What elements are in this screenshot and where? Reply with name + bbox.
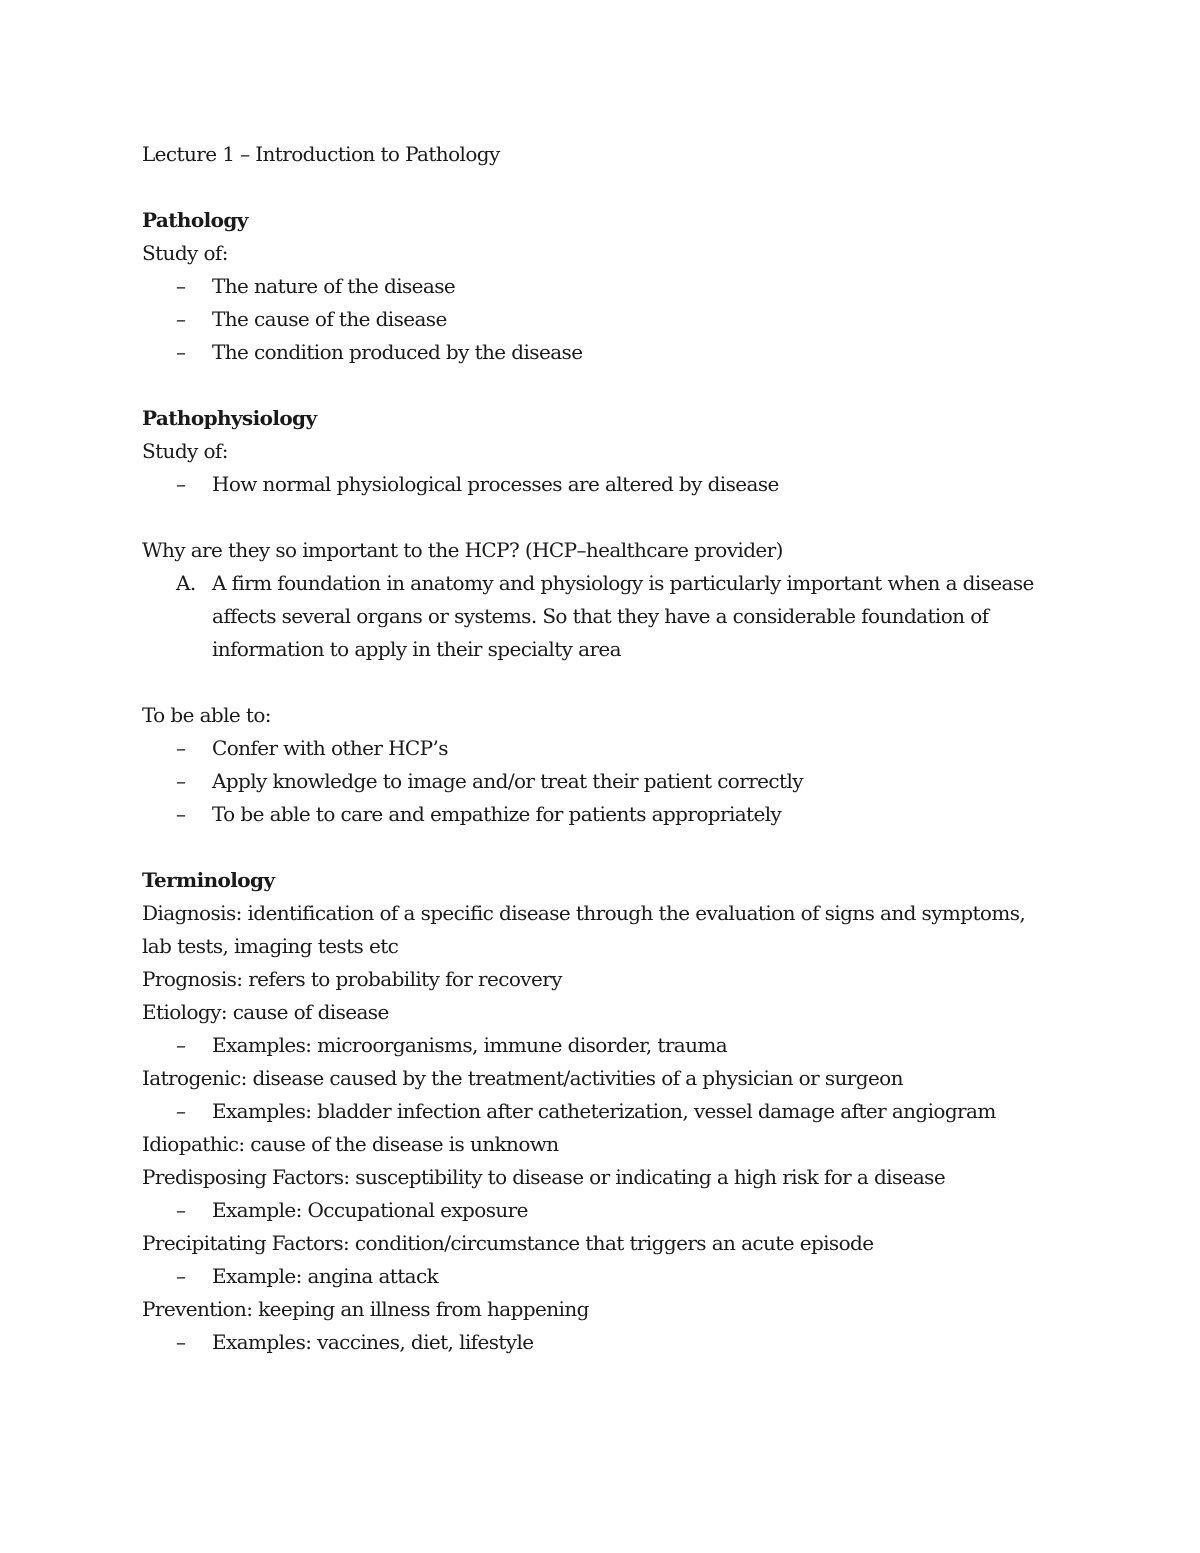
spacer [142, 171, 1062, 204]
list-item-text: Examples: vaccines, diet, lifestyle [212, 1330, 534, 1354]
list-item-text: Examples: bladder infection after catheterization, vessel damage after angiogram [212, 1099, 996, 1123]
dash-bullet: – [176, 340, 186, 364]
answer-line: A firm foundation in anatomy and physiology is particularly important when a disease [212, 571, 1034, 595]
list-item [142, 732, 1062, 765]
term-diagnosis: Diagnosis: identification of a specific disease through the evaluation of signs and symptoms, [142, 901, 1026, 925]
list-item-text: Apply knowledge to image and/or treat their patient correctly [212, 769, 803, 793]
pathophysiology-intro: Study of: [142, 439, 228, 463]
term-predisposing: Predisposing Factors: susceptibility to disease or indicating a high risk for a disease [142, 1165, 946, 1189]
term-precipitating: Precipitating Factors: condition/circumstance that triggers an acute episode [142, 1231, 874, 1255]
list-item-text: The condition produced by the disease [212, 340, 583, 364]
dash-bullet: – [176, 274, 186, 298]
term-idiopathic: Idiopathic: cause of the disease is unknown [142, 1132, 559, 1156]
list-item-text: To be able to care and empathize for patients appropriately [212, 802, 782, 826]
document-title: Lecture 1 – Introduction to Pathology [142, 142, 500, 166]
list-item [142, 1029, 1062, 1062]
term-diagnosis-cont: lab tests, imaging tests etc [142, 934, 399, 958]
list-item [142, 765, 1062, 798]
spacer [142, 501, 1062, 534]
list-item [142, 798, 1062, 831]
letter-marker: A. [176, 571, 196, 595]
dash-bullet: – [176, 1264, 186, 1288]
list-item-text: Examples: microorganisms, immune disorder, trauma [212, 1033, 728, 1057]
dash-bullet: – [176, 802, 186, 826]
list-item-text: The nature of the disease [212, 274, 456, 298]
importance-question: Why are they so important to the HCP? (HCP–healthcare provider) [142, 538, 783, 562]
answer-line: affects several organs or systems. So that they have a considerable foundation of [212, 604, 989, 628]
term-iatrogenic: Iatrogenic: disease caused by the treatment/activities of a physician or surgeon [142, 1066, 903, 1090]
dash-bullet: – [176, 472, 186, 496]
dash-bullet: – [176, 736, 186, 760]
dash-bullet: – [176, 769, 186, 793]
list-item-text: Example: Occupational exposure [212, 1198, 528, 1222]
list-item [142, 1194, 1062, 1227]
dash-bullet: – [176, 1099, 186, 1123]
pathology-intro: Study of: [142, 241, 228, 265]
dash-bullet: – [176, 307, 186, 331]
pathophysiology-heading: Pathophysiology [142, 406, 317, 430]
list-item [142, 1326, 1062, 1359]
list-item-text: How normal physiological processes are altered by disease [212, 472, 779, 496]
spacer [142, 831, 1062, 864]
spacer [142, 369, 1062, 402]
term-prognosis: Prognosis: refers to probability for recovery [142, 967, 562, 991]
answer-line: information to apply in their specialty area [212, 637, 621, 661]
list-item [142, 336, 1062, 369]
term-etiology: Etiology: cause of disease [142, 1000, 389, 1024]
dash-bullet: – [176, 1198, 186, 1222]
document-page [142, 138, 1062, 1359]
lettered-list-item [142, 567, 1062, 666]
list-item [142, 270, 1062, 303]
pathology-heading: Pathology [142, 208, 248, 232]
list-item-text: Example: angina attack [212, 1264, 439, 1288]
list-item [142, 468, 1062, 501]
terminology-heading: Terminology [142, 868, 275, 892]
list-item [142, 1260, 1062, 1293]
term-prevention: Prevention: keeping an illness from happening [142, 1297, 589, 1321]
dash-bullet: – [176, 1033, 186, 1057]
list-item-text: Confer with other HCP’s [212, 736, 448, 760]
spacer [142, 666, 1062, 699]
able-intro: To be able to: [142, 703, 271, 727]
list-item [142, 303, 1062, 336]
dash-bullet: – [176, 1330, 186, 1354]
list-item [142, 1095, 1062, 1128]
list-item-text: The cause of the disease [212, 307, 447, 331]
